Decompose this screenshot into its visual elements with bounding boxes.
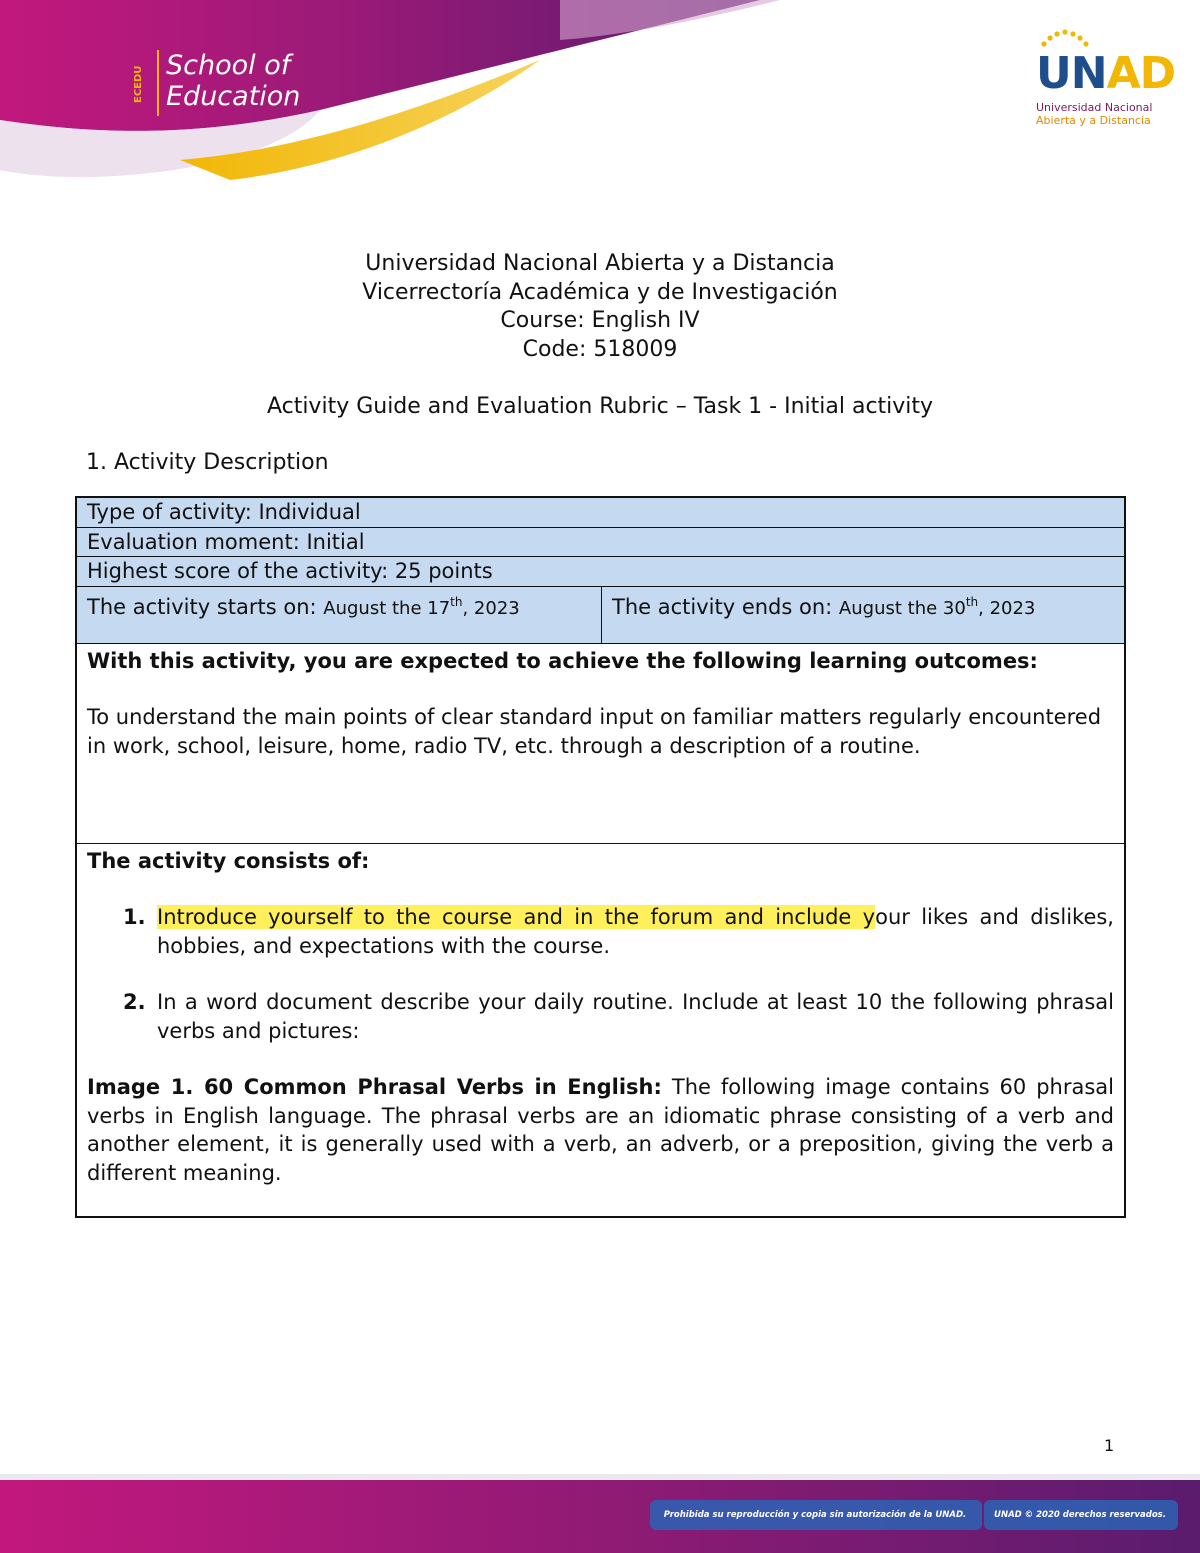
highlighted-text: Introduce yourself to the course and in the forum and include y xyxy=(157,905,876,929)
list-text: In a word document describe your daily routine. Include at least 10 the following phrasal verbs and pictures: xyxy=(157,990,1114,1043)
unad-un: UN xyxy=(1036,48,1107,99)
section-title: 1. Activity Description xyxy=(86,450,329,475)
course-code: Code: 518009 xyxy=(522,336,678,362)
start-label: The activity starts on: xyxy=(87,594,317,619)
list-number: 2. xyxy=(123,990,146,1014)
start-date-cell xyxy=(77,587,602,643)
list-text xyxy=(157,903,1114,960)
start-sup: th xyxy=(450,594,463,609)
list-item xyxy=(123,903,1114,960)
list-text-rest: our likes and dislikes, hobbies, and expectations with the course. xyxy=(157,905,1114,958)
evaluation-moment-row: Evaluation moment: Initial xyxy=(77,528,1124,558)
unad-ad: AD xyxy=(1106,48,1176,99)
ecedu-vertical-text: ECEDU xyxy=(133,65,144,103)
learning-outcomes-cell xyxy=(77,644,1124,844)
type-of-activity-row: Type of activity: Individual xyxy=(77,498,1124,528)
activity-consists-cell xyxy=(77,844,1124,1216)
outcomes-heading: With this activity, you are expected to achieve the following learning outcomes: xyxy=(87,648,1038,673)
end-date-cell xyxy=(602,587,1124,643)
start-value: August the 17 xyxy=(323,597,451,619)
end-year: , 2023 xyxy=(978,597,1036,619)
vicerrectoria-name: Vicerrectoría Académica y de Investigación xyxy=(362,279,838,305)
end-value: August the 30 xyxy=(838,597,966,619)
start-year: , 2023 xyxy=(462,597,520,619)
end-label: The activity ends on: xyxy=(612,594,833,619)
dates-row xyxy=(77,587,1124,644)
rights-notice: UNAD © 2020 derechos reservados. xyxy=(994,1510,1166,1520)
document-title-block xyxy=(0,250,1200,364)
guide-title: Activity Guide and Evaluation Rubric – Task 1 - Initial activity xyxy=(266,394,934,419)
course-name: Course: English IV xyxy=(500,308,700,333)
unad-wordmark xyxy=(1036,50,1175,98)
list-item xyxy=(123,988,1114,1045)
consists-heading: The activity consists of: xyxy=(87,848,370,873)
school-of-education-logo xyxy=(166,50,300,112)
activity-table xyxy=(75,496,1126,1218)
copyright-notice: Prohibida su reproducción y copia sin autorización de la UNAD. xyxy=(663,1510,967,1520)
highest-score-row: Highest score of the activity: 25 points xyxy=(77,557,1124,587)
image-caption xyxy=(87,1073,1114,1187)
unad-subtitle-2: Abierta y a Distancia xyxy=(1036,114,1151,127)
image-caption-title: Image 1. 60 Common Phrasal Verbs in English: xyxy=(87,1075,662,1099)
outcomes-text: To understand the main points of clear standard input on familiar matters regularly encountered in work, school, leisure, home, radio TV, etc. through a description of a routine. xyxy=(87,705,1102,758)
school-line2: Education xyxy=(166,81,301,112)
unad-subtitle-1: Universidad Nacional xyxy=(1036,101,1153,114)
list-number: 1. xyxy=(123,905,146,929)
end-sup: th xyxy=(965,594,979,609)
school-line1: School of xyxy=(166,50,291,81)
university-name: Universidad Nacional Abierta y a Distancia xyxy=(365,251,835,276)
image-caption-text: The following image contains 60 phrasal verbs in English language. The phrasal verbs are an idiomatic phrase consisting of a verb and another element, it is generally used with a verb, an adverb, or a preposition, giving the verb a different meaning. xyxy=(87,1075,1114,1185)
ecedu-divider xyxy=(157,50,159,116)
page-number: 1 xyxy=(1104,1436,1115,1455)
